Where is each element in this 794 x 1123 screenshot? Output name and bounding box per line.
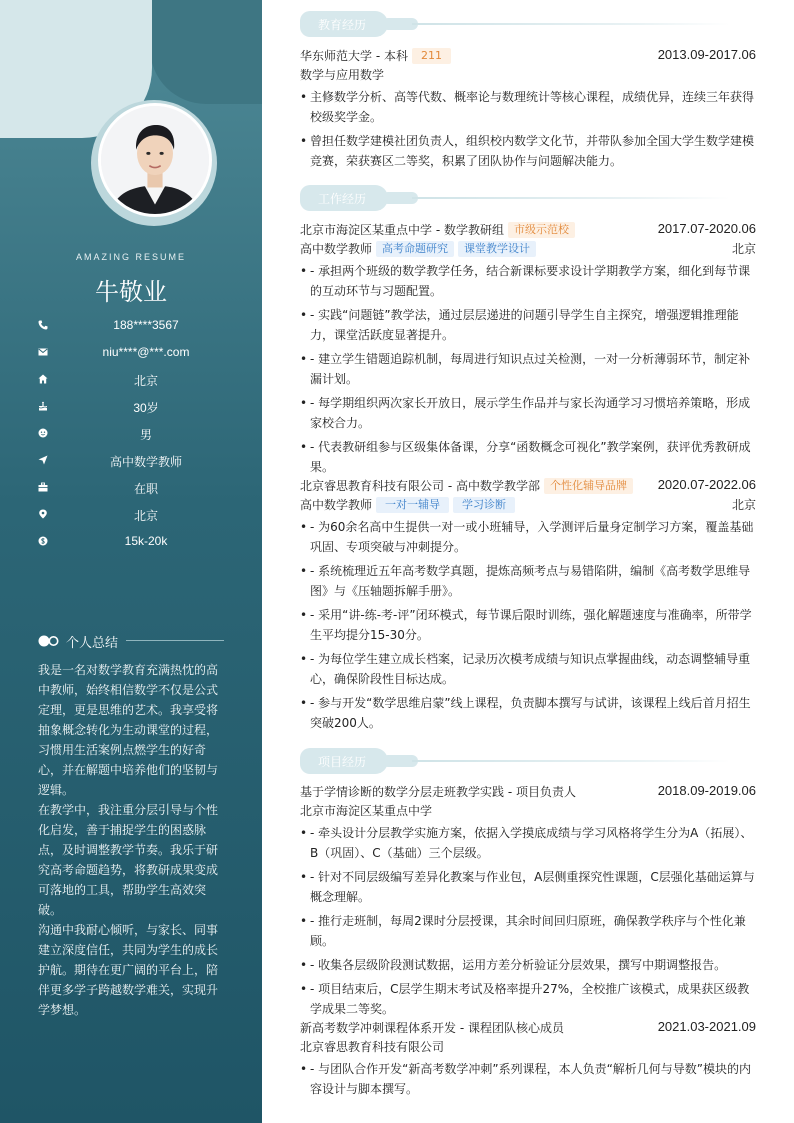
project-title: 新高考数学冲刺课程体系开发 - 课程团队核心成员: [300, 1021, 564, 1035]
info-email: [36, 343, 242, 370]
work-role-row: [300, 496, 756, 515]
section-title: 项目经历: [318, 755, 367, 769]
list-item: • 曾担任数学建模社团负责人，组织校内数学文化节，并带队参加全国大学生数学建模竞赛，荣获赛区二等奖，积累了团队协作与问题解决能力。: [300, 131, 756, 171]
send-icon: [36, 453, 50, 467]
school-name: 华东师范大学 - 本科: [300, 49, 408, 63]
briefcase-icon: [36, 480, 50, 494]
work-header: [300, 221, 756, 240]
project-org-row: [300, 802, 756, 821]
list-item: • - 项目结束后，C层学生期末考试及格率提升27%，全校推广该模式，成果获区级教学成果二等奖。: [300, 979, 756, 1019]
city-value: 北京: [133, 374, 158, 388]
project-header: [300, 783, 756, 802]
section-title: 工作经历: [318, 192, 367, 206]
section-header-education: [300, 11, 730, 37]
major: 数学与应用数学: [300, 68, 385, 82]
work-org: 北京市海淀区某重点中学 - 数学教研组: [300, 223, 504, 237]
work-bullets: [300, 261, 756, 477]
section-header-work: [300, 185, 730, 211]
phone-value: 188****3567: [113, 318, 179, 332]
phone-icon: [36, 318, 50, 332]
education-dates: 2013.09-2017.06: [657, 47, 756, 62]
list-item: • - 收集各层级阶段测试数据，运用方差分析验证分层效果，撰写中期调整报告。: [300, 955, 756, 975]
section-tab: [300, 185, 388, 211]
list-item: • - 为60余名高中生提供一对一或小班辅导，入学测评后量身定制学习方案，覆盖基础巩固、专项突破与冲刺提分。: [300, 517, 756, 557]
project-title: 基于学情诊断的数学分层走班教学实践 - 项目负责人: [300, 785, 576, 799]
section-rule: [412, 197, 730, 199]
summary-paragraph: 沟通中我耐心倾听，与家长、同事建立深度信任，共同为学生的成长护航。期待在更广阔的平台上，陪伴更多学子跨越数学难关，实现升学梦想。: [38, 923, 219, 1017]
info-gender: [36, 424, 242, 451]
list-item: • - 代表教研组参与区级集体备课，分享“函数概念可视化”教学案例，获评优秀教研成果。: [300, 437, 756, 477]
work-entry: [300, 221, 756, 481]
education-entry: [300, 47, 756, 175]
section-title: 教育经历: [318, 18, 367, 32]
project-bullets: [300, 823, 756, 1019]
resume-tagline: AMAZING RESUME: [75, 252, 186, 262]
gender-icon: [36, 426, 50, 440]
summary-divider: [126, 640, 224, 641]
info-status: [36, 478, 242, 505]
info-position: [36, 451, 242, 478]
summary-header: [38, 632, 224, 650]
info-city: [36, 370, 242, 397]
work-role: 高中数学教师: [300, 242, 373, 256]
work-role: 高中数学教师: [300, 498, 373, 512]
list-item: • - 推行走班制，每周2课时分层授课，其余时间回归原班，确保教学秩序与个性化兼顾。: [300, 911, 756, 951]
profile-photo: [98, 103, 212, 217]
major-row: [300, 66, 756, 85]
cake-icon: [36, 399, 50, 413]
position-value: 高中数学教师: [109, 455, 182, 469]
avatar-portrait: [101, 106, 209, 214]
project-dates: 2018.09-2019.06: [657, 783, 756, 798]
status-value: 在职: [133, 482, 158, 496]
list-item: • - 为每位学生建立成长档案，记录历次模考成绩与知识点掌握曲线，动态调整辅导重心，确保阶段性目标达成。: [300, 649, 756, 689]
education-header: [300, 47, 756, 66]
work-dates: 2020.07-2022.06: [657, 477, 756, 492]
project-entry: [300, 1019, 756, 1103]
section-rule: [412, 23, 730, 25]
work-dates: 2017.07-2020.06: [657, 221, 756, 236]
summary-text: [38, 660, 222, 1020]
list-item: • - 与团队合作开发“新高考数学冲刺”系列课程，本人负责“解析几何与导数”模块的内容设计与脚本撰写。: [300, 1059, 756, 1099]
location-pin-icon: [36, 507, 50, 521]
salary-value: 15k-20k: [124, 534, 168, 548]
work-badge: 个性化辅导品牌: [544, 478, 633, 494]
school-badge: 211: [412, 48, 451, 64]
coin-icon: [36, 534, 50, 548]
project-org-row: [300, 1038, 756, 1057]
project-org: 北京睿思教育科技有限公司: [300, 1040, 445, 1054]
work-entry: [300, 477, 756, 737]
toggle-dots-icon: [38, 635, 60, 647]
list-item: • - 牵头设计分层教学实施方案，依据入学摸底成绩与学习风格将学生分为A（拓展）、B（巩固）、C（基础）三个层级。: [300, 823, 756, 863]
email-value: niu****@***.com: [102, 345, 190, 359]
summary-title: 个人总结: [66, 636, 119, 651]
list-item: • - 承担两个班级的数学教学任务，结合新课标要求设计学期教学方案，细化到每节课的互动环节与习题配置。: [300, 261, 756, 301]
section-tab: [300, 748, 388, 774]
work-tag: 课堂教学设计: [458, 241, 536, 257]
list-item: • - 采用“讲-练-考-评”闭环模式，每节课后限时训练，强化解题速度与准确率，所带学生平均提分15-30分。: [300, 605, 756, 645]
work-org: 北京睿思教育科技有限公司 - 高中数学教学部: [300, 479, 540, 493]
summary-paragraph: 在教学中，我注重分层引导与个性化启发，善于捕捉学生的困惑脉点，及时调整教学节奏。我乐于研究高考命题趋势，将教研成果变成可落地的工具，帮助学生高效突破。: [38, 803, 219, 917]
email-icon: [36, 345, 50, 359]
gender-value: 男: [139, 428, 152, 442]
info-salary: [36, 532, 242, 559]
project-entry: [300, 783, 756, 1023]
list-item: • 主修数学分析、高等代数、概率论与数理统计等核心课程，成绩优异，连续三年获得校级奖学金。: [300, 87, 756, 127]
age-value: 30岁: [133, 401, 159, 415]
info-phone: [36, 316, 242, 343]
info-age: [36, 397, 242, 424]
summary-paragraph: 我是一名对数学教育充满热忱的高中教师，始终相信数学不仅是公式定理，更是思维的艺术。我享受将抽象概念转化为生动课堂的过程，习惯用生活案例点燃学生的好奇心，并在解题中培养他们的坚韧与逻辑。: [38, 663, 219, 797]
education-bullets: [300, 87, 756, 171]
work-header: [300, 477, 756, 496]
list-item: • - 参与开发“数学思维启蒙”线上课程，负责脚本撰写与试讲，该课程上线后首月招生突破200人。: [300, 693, 756, 733]
work-tag: 一对一辅导: [376, 497, 449, 513]
contact-info-list: [36, 316, 242, 559]
work-city: 北京: [731, 242, 756, 256]
project-bullets: [300, 1059, 756, 1099]
info-location: [36, 505, 242, 532]
work-tag: 学习诊断: [453, 497, 515, 513]
section-header-projects: [300, 748, 730, 774]
list-item: • - 实践“问题链”教学法，通过层层递进的问题引导学生自主探究，增强逻辑推理能力，课堂活跃度显著提升。: [300, 305, 756, 345]
list-item: • - 建立学生错题追踪机制，每周进行知识点过关检测，一对一分析薄弱环节，制定补漏计划。: [300, 349, 756, 389]
sidebar: [0, 0, 262, 1123]
decorative-shape: [150, 0, 262, 104]
work-bullets: [300, 517, 756, 733]
home-icon: [36, 372, 50, 386]
project-header: [300, 1019, 756, 1038]
work-city: 北京: [731, 498, 756, 512]
project-org: 北京市海淀区某重点中学: [300, 804, 433, 818]
section-tab: [300, 11, 388, 37]
location-value: 北京: [133, 509, 158, 523]
candidate-name: 牛敬业: [95, 278, 167, 306]
work-badge: 市级示范校: [508, 222, 575, 238]
list-item: • - 每学期组织两次家长开放日，展示学生作品并与家长沟通学习习惯培养策略，形成家校合力。: [300, 393, 756, 433]
project-dates: 2021.03-2021.09: [657, 1019, 756, 1034]
list-item: • - 系统梳理近五年高考数学真题，提炼高频考点与易错陷阱，编制《高考数学思维导图》与《压轴题拆解手册》。: [300, 561, 756, 601]
work-role-row: [300, 240, 756, 259]
section-rule: [412, 760, 730, 762]
work-tag: 高考命题研究: [376, 241, 454, 257]
list-item: • - 针对不同层级编写差异化教案与作业包，A层侧重探究性课题，C层强化基础运算与概念理解。: [300, 867, 756, 907]
